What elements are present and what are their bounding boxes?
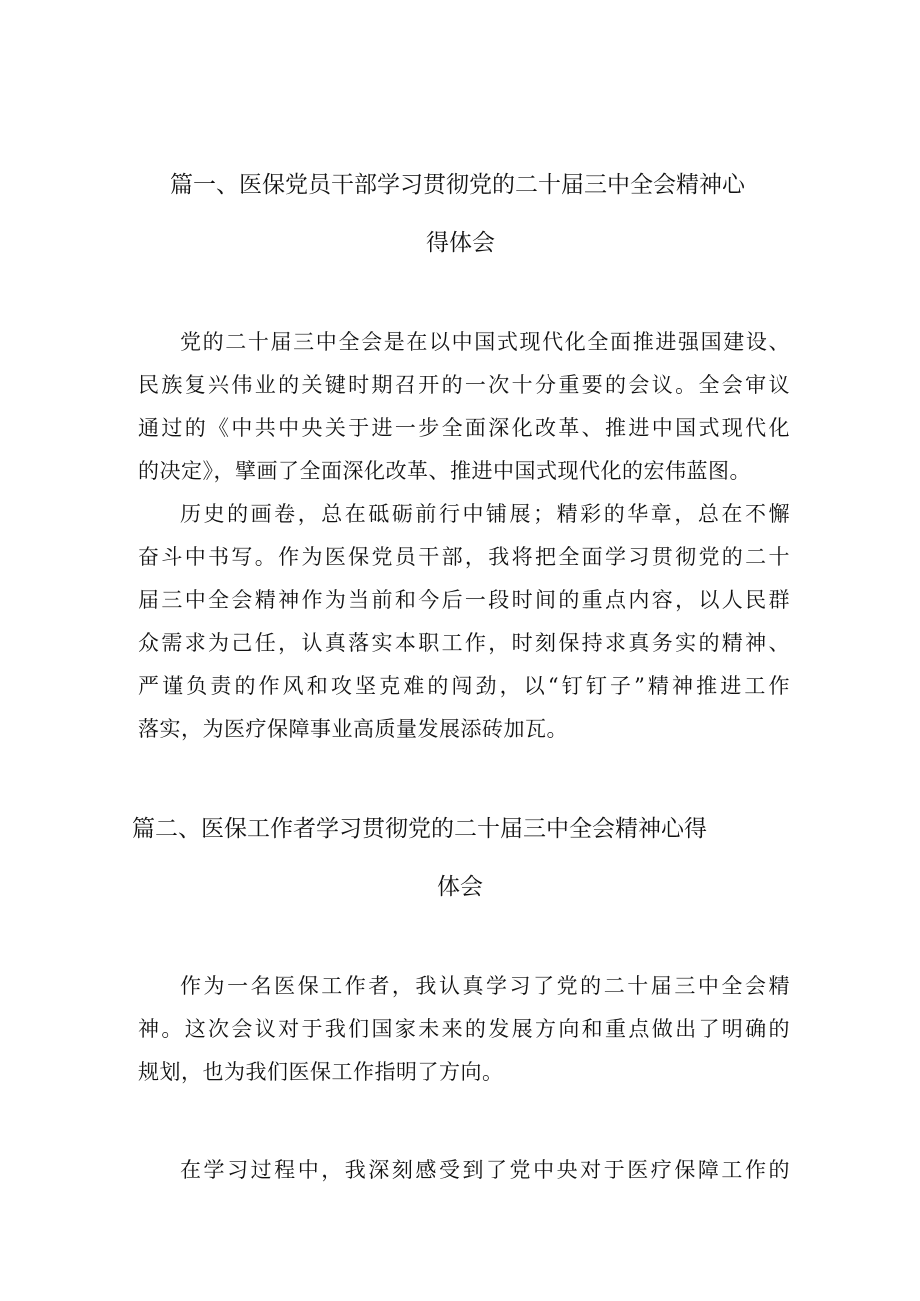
section1-p2-line: 届三中全会精神作为当前和今后一段时间的重点内容，以人民群 <box>138 588 790 612</box>
section1-p1-line: 通过的《中共中央关于进一步全面深化改革、推进中国式现代化 <box>138 416 790 440</box>
section1-p1-line: 民族复兴伟业的关键时期召开的一次十分重要的会议。全会审议 <box>138 373 790 397</box>
section2-p1-line: 神。这次会议对于我们国家未来的发展方向和重点做出了明确的 <box>138 1017 790 1041</box>
section2-title-line1: 篇二、医保工作者学习贯彻党的二十届三中全会精神心得 <box>132 816 707 842</box>
section1-p2-line: 严谨负责的作风和攻坚克难的闯劲，以“钉钉子”精神推进工作 <box>138 674 790 698</box>
section1-p1-line: 的决定》，擘画了全面深化改革、推进中国式现代化的宏伟蓝图。 <box>138 459 751 483</box>
section1-p2-line: 奋斗中书写。作为医保党员干部，我将把全面学习贯彻党的二十 <box>138 545 790 569</box>
section2-title-line2: 体会 <box>437 874 483 900</box>
section2-p1-line: 作为一名医保工作者，我认真学习了党的二十届三中全会精 <box>180 974 790 998</box>
section1-p2-line: 众需求为己任，认真落实本职工作，时刻保持求真务实的精神、 <box>138 631 790 655</box>
section2-p1-line: 规划，也为我们医保工作指明了方向。 <box>138 1060 504 1084</box>
section1-p1-line: 党的二十届三中全会是在以中国式现代化全面推进强国建设、 <box>180 330 790 354</box>
section1-title-line2: 得体会 <box>426 230 495 256</box>
section2-p2-line: 在学习过程中，我深刻感受到了党中央对于医疗保障工作的 <box>180 1158 790 1182</box>
section1-title-line1: 篇一、医保党员干部学习贯彻党的二十届三中全会精神心 <box>170 172 745 198</box>
section1-p2-line: 落实，为医疗保障事业高质量发展添砖加瓦。 <box>138 717 568 741</box>
section1-p2-line: 历史的画卷，总在砥砺前行中铺展；精彩的华章，总在不懈 <box>180 502 790 526</box>
